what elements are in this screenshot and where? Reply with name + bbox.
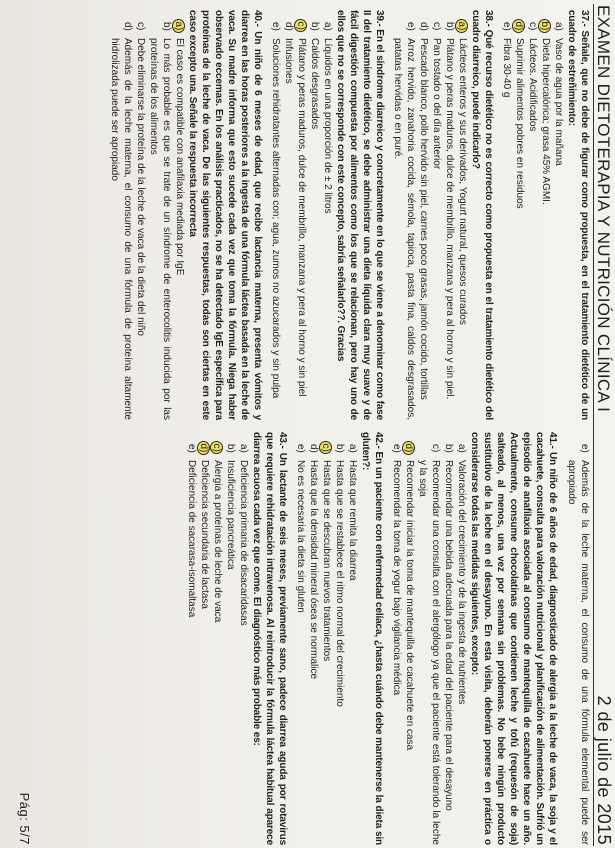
option-text: Vaso de agua por la mañana: [553, 38, 564, 166]
option-text: Alergia a proteínas de leche de vaca: [212, 460, 223, 623]
option-text: Plátano y peras maduros, dulce de membrillo, manzana y pera al horno y sin piel.: [444, 38, 455, 400]
option-letter: c): [211, 441, 224, 454]
exam-date: 2 de julio de 2015: [594, 695, 614, 845]
right-column: [185, 432, 591, 845]
option-letter: d): [122, 22, 133, 31]
option-text: Caldos desgrasados: [309, 38, 320, 130]
option-a: [552, 10, 565, 420]
option-text: Hasta que remita la diarrea: [347, 460, 358, 581]
option-letter: c): [135, 22, 146, 31]
option-text: Dieta hipercalórica; grasa 45% AGMI.: [540, 38, 551, 205]
option-letter: d): [418, 22, 429, 31]
option-text: No es necesaria la dieta sin gluten: [295, 460, 306, 613]
option-text: Recomendar la toma de yogur bajo vigilancia médica: [391, 460, 402, 696]
question-40-continuation: [565, 432, 591, 845]
option-text: Debe eliminarse la proteína de la leche de vaca de la dieta del niño: [135, 38, 146, 336]
option-letter: b): [539, 19, 552, 33]
option-a: [456, 10, 469, 420]
option-letter: b): [334, 444, 345, 453]
option-b: [308, 10, 321, 420]
question-39: [269, 10, 386, 420]
option-a: [173, 10, 186, 420]
option-text: Valoración del crecimiento y de la ingesta de nutrientes: [456, 460, 467, 705]
option-letter: e): [270, 22, 281, 31]
option-a: [346, 432, 359, 845]
option-text: Recomendar una consulta con el alergólogo ya que el paciente está tolerando la leche y la soja: [417, 460, 441, 845]
option-c: [320, 432, 333, 845]
option-c: [211, 432, 224, 845]
option-letter: c): [295, 19, 308, 32]
option-text: Hasta que la densidad mineral ósea se normalice: [308, 460, 319, 680]
option-letter: b): [309, 22, 320, 31]
option-text: Lácteos. Acidificados: [527, 38, 538, 132]
question-37: [500, 10, 591, 420]
option-letter: e): [405, 22, 416, 31]
option-b: [539, 10, 552, 420]
question-stem: 40.- Un niño de 6 meses de edad, que recibe lactancia materna, presenta vómitos y diarrea en las horas posteriores a la ingesta de una fórmula láctea basada en la leche de vaca. Su madre informa que esto sucede cada vez que toma la fórmula. Niega haber observado eccemas. En los análisis practicados, no se ha detectado IgE específica para proteínas de la leche de vaca. De las siguientes respuestas, todas son ciertas en este caso excepto una. Señale la respuesta incorrecta: [187, 10, 263, 420]
question-stem: 39.- En el síndrome diarreico y concretamente en lo que se viene a denominar como fase II del tratamiento dietético, se debe administrar una dieta líquida clara muy suave y de fácil digestión compuesta por alimentos como los que se relacionan, pero hay uno de ellos que no se corresponde con este concepto, sabría señalarlo??. Gracias: [335, 10, 385, 420]
option-text: Recomendar una bebida adecuada para la edad del paciente para el desayuno: [443, 460, 454, 811]
option-e: [391, 10, 417, 420]
option-letter: c): [430, 444, 441, 453]
question-41: [390, 432, 559, 845]
option-text: Además de la leche materna, el consumo de una fórmula de proteína altamente hidrolizada puede ser apropiado: [109, 38, 133, 420]
option-letter: a): [173, 19, 186, 33]
option-text: Además de la leche materna, el consumo de una fórmula elemental puede ser apropiado: [566, 460, 590, 845]
option-e: [390, 432, 403, 845]
option-e: [294, 432, 307, 845]
option-d: [198, 432, 211, 845]
option-letter: c): [527, 22, 538, 31]
question-stem: 43.- Un lactante de seis meses, previamente sano, padece diarrea aguda por rotavirus que requiere rehidratación intravenosa. Al reintroducir la fórmula láctea habitual aparece diarrea acuosa cada vez que come. El diagnóstico más probable es:: [251, 432, 288, 845]
option-a: [237, 432, 250, 845]
option-text: Suprimir alimentos pobres en residuos: [514, 38, 525, 209]
option-c: [416, 432, 442, 845]
option-letter: e): [186, 444, 197, 453]
option-c: [134, 10, 147, 420]
option-text: Insuficiencia pancreática: [225, 460, 236, 570]
option-text: Pan tostado o del día anterior: [431, 38, 442, 170]
option-letter: a): [553, 22, 564, 31]
option-text: Pescado blanco, pollo hervido sin piel, carnes poco grasas, jamón cocido, tortillas: [418, 38, 429, 400]
option-letter: d): [283, 22, 294, 31]
option-a: [321, 10, 334, 420]
option-letter: a): [456, 19, 469, 33]
question-43: [185, 432, 289, 845]
option-text: Infusiones: [283, 38, 294, 84]
option-d: [513, 10, 526, 420]
question-38: [391, 10, 495, 420]
option-letter: b): [444, 22, 455, 31]
option-letter: e): [501, 22, 512, 31]
option-c: [295, 10, 308, 420]
option-c: [526, 10, 539, 420]
left-column: [108, 10, 591, 420]
option-c: [430, 10, 443, 420]
option-text: Lo más probable es que se trate de un síndrome de enterocolitis inducida por las proteínas de los alimentos: [148, 38, 172, 420]
option-e: [185, 432, 198, 845]
option-letter: e): [391, 444, 402, 453]
option-letter: a): [456, 444, 467, 453]
option-d: [307, 432, 320, 845]
option-letter: a): [322, 22, 333, 31]
option-text: Recomendar iniciar la toma de mantequilla de cacahuete en casa: [404, 460, 415, 751]
option-b: [147, 10, 173, 420]
option-letter: a): [238, 444, 249, 453]
option-b: [442, 432, 455, 845]
option-b: [333, 432, 346, 845]
option-letter: b): [225, 444, 236, 453]
option-text: Hasta que se descubran nuevos tratamientos: [321, 460, 332, 662]
option-letter: e): [295, 444, 306, 453]
option-letter: d): [198, 441, 211, 455]
option-b: [443, 10, 456, 420]
question-stem: 37.- Señale, que no debe de figurar como propuesta, en el tratamiento dietético de un cuadro de estreñimiento:: [566, 10, 590, 420]
option-d: [417, 10, 430, 420]
option-text: Deficiencia secundaria de lactasa: [199, 460, 210, 609]
option-a: [455, 432, 468, 845]
option-d: [403, 432, 416, 845]
option-e: [269, 10, 282, 420]
option-letter: b): [161, 22, 172, 31]
option-letter: c): [320, 441, 333, 454]
exam-title: EXAMEN DIETOTERAPIA Y NUTRICIÓN CLÍNICA I: [594, 5, 613, 413]
option-letter: d): [513, 19, 526, 33]
option-letter: d): [308, 444, 319, 453]
page-number: Pág: 5/7: [17, 792, 32, 845]
option-letter: a): [347, 444, 358, 453]
question-42: [294, 432, 385, 845]
option-letter: b): [443, 444, 454, 453]
option-letter: d): [403, 441, 416, 455]
option-letter: e): [579, 444, 590, 453]
question-40: [108, 10, 264, 420]
option-e: [565, 432, 591, 845]
option-e: [500, 10, 513, 420]
question-stem: 38.- Qué recurso dietético no es correcto como propuesta en el tratamiento dietético del cuadro diarreico, puede indicarlo?: [470, 10, 494, 420]
option-d: [282, 10, 295, 420]
option-letter: c): [431, 22, 442, 31]
header-rule: [593, 4, 594, 846]
option-text: Fibra 30-40 g: [501, 38, 512, 98]
option-text: Deficiencia primaria de disacaridasas: [238, 460, 249, 626]
option-text: Soluciones rehidratantes alternadas con; agua, zumos no azucarados y sin pulpa: [270, 38, 281, 399]
option-text: Lácteos enteros y sus derivados, Yogurt natural, quesos curados: [457, 38, 468, 325]
option-text: Líquidos en una proporción de ± 2 litros: [322, 38, 333, 214]
option-text: Arroz hervido, zanahoria cocida, sémola, tapioca, pasta fina, caldos desgrasados, patatas hervidas o en puré.: [392, 38, 416, 420]
option-text: Hasta que se restablece el ritmo normal del crecimiento: [334, 460, 345, 707]
option-text: Plátano y peras maduros, dulce de membrillo, manzana y pera al horno y sin piel: [296, 38, 307, 397]
question-stem: 42.- En un paciente con enfermedad celíaca, ¿hasta cuándo debe mantenerse la dieta sin gluten?:: [360, 432, 384, 845]
option-d: [108, 10, 134, 420]
option-text: El caso es compatible con anafilaxia mediada por IgE: [174, 38, 185, 276]
option-b: [224, 432, 237, 845]
question-stem: 41.- Un niño de 6 años de edad, diagnosticado de alergia a la leche de vaca, la soja y el cacahuete, consulta para valoración nutricional y planificación de alimentación. Sufrió un episodio de anafilaxia asociada al consumo de mantequilla de cacahuete hace un año. Actualmente, consume chocolatinas que contienen leche y tofú (requesón de soja) salteado, al menos, una vez por semana sin problemas. No bebe ningún producto sustitutivo de la leche en el desayuno. En esta visita, deberán ponerse en práctica o considerarse todas las medidas siguientes, excepto:: [469, 432, 558, 845]
option-text: Deficiencia de sacarasa-isomaltasa: [186, 460, 197, 618]
